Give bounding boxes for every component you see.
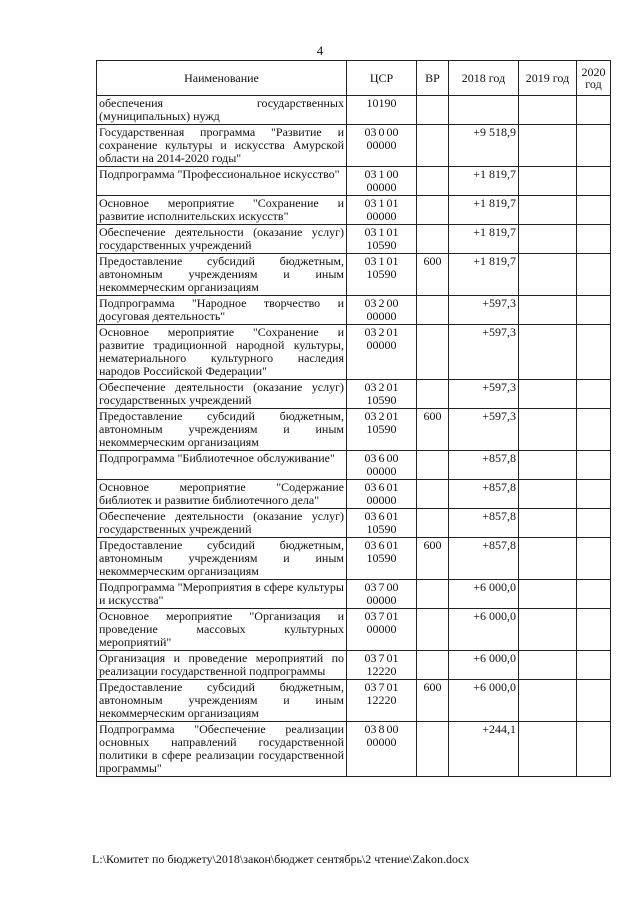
cell-name: Предоставление субсидий бюджетным, автономным учреждениям и иным некоммерческим организациям [97, 409, 347, 451]
cell-name: Подпрограмма "Обеспечение реализации основных направлений государственной политики в сфере реализации государственной программы" [97, 722, 347, 777]
cell-2019 [519, 167, 577, 196]
table-row [97, 254, 611, 296]
table-row [97, 167, 611, 196]
cell-2018: +597,3 [449, 380, 519, 409]
cell-2020 [577, 538, 611, 580]
cell-2018: +857,8 [449, 509, 519, 538]
cell-vr [417, 196, 449, 225]
cell-vr: 600 [417, 538, 449, 580]
cell-vr [417, 451, 449, 480]
cell-vr [417, 325, 449, 380]
cell-vr [417, 580, 449, 609]
cell-2019 [519, 125, 577, 167]
table-row [97, 196, 611, 225]
table-row [97, 96, 611, 125]
cell-name: Предоставление субсидий бюджетным, автономным учреждениям и иным некоммерческим организациям [97, 538, 347, 580]
cell-csr: 03 6 01 10590 [347, 509, 417, 538]
cell-2020 [577, 609, 611, 651]
cell-2019 [519, 254, 577, 296]
cell-csr: 03 7 01 12220 [347, 680, 417, 722]
cell-2019 [519, 609, 577, 651]
cell-2019 [519, 296, 577, 325]
cell-2018 [449, 96, 519, 125]
cell-2020 [577, 380, 611, 409]
cell-csr: 03 6 01 00000 [347, 480, 417, 509]
cell-2020 [577, 254, 611, 296]
cell-name: Предоставление субсидий бюджетным, автономным учреждениям и иным некоммерческим организациям [97, 254, 347, 296]
header-vr: ВР [417, 61, 449, 96]
cell-csr: 03 1 01 00000 [347, 196, 417, 225]
cell-2020 [577, 509, 611, 538]
header-2020: 2020 год [577, 61, 611, 96]
cell-2018: +1 819,7 [449, 196, 519, 225]
page-number: 4 [316, 43, 324, 58]
cell-csr: 03 1 00 00000 [347, 167, 417, 196]
cell-2020 [577, 325, 611, 380]
cell-2019 [519, 96, 577, 125]
cell-2018: +1 819,7 [449, 254, 519, 296]
table-header-row [97, 61, 611, 96]
cell-2020 [577, 409, 611, 451]
cell-vr [417, 480, 449, 509]
cell-name: Государственная программа "Развитие и сохранение культуры и искусства Амурской области на 2014-2020 годы" [97, 125, 347, 167]
cell-2019 [519, 225, 577, 254]
cell-csr: 03 6 01 10590 [347, 538, 417, 580]
table-row [97, 225, 611, 254]
cell-2019 [519, 196, 577, 225]
header-csr: ЦСР [347, 61, 417, 96]
header-name: Наименование [97, 61, 347, 96]
cell-2019 [519, 325, 577, 380]
cell-2018: +6 000,0 [449, 580, 519, 609]
cell-2019 [519, 409, 577, 451]
cell-2020 [577, 125, 611, 167]
cell-name: Основное мероприятие "Организация и проведение массовых культурных мероприятий" [97, 609, 347, 651]
table-row [97, 538, 611, 580]
cell-2019 [519, 680, 577, 722]
table-body [97, 96, 611, 777]
table-row [97, 380, 611, 409]
cell-2019 [519, 380, 577, 409]
header-2018: 2018 год [449, 61, 519, 96]
cell-2018: +857,8 [449, 538, 519, 580]
cell-vr [417, 609, 449, 651]
table-row [97, 580, 611, 609]
cell-2020 [577, 580, 611, 609]
cell-2020 [577, 651, 611, 680]
cell-vr [417, 651, 449, 680]
cell-csr: 03 2 01 10590 [347, 380, 417, 409]
cell-2018: +597,3 [449, 325, 519, 380]
cell-csr: 03 2 00 00000 [347, 296, 417, 325]
cell-2018: +9 518,9 [449, 125, 519, 167]
table-row [97, 609, 611, 651]
cell-2018: +857,8 [449, 480, 519, 509]
table-row [97, 722, 611, 777]
cell-name: Обеспечение деятельности (оказание услуг) государственных учреждений [97, 225, 347, 254]
cell-vr [417, 225, 449, 254]
cell-2019 [519, 509, 577, 538]
cell-2020 [577, 480, 611, 509]
cell-vr [417, 167, 449, 196]
cell-vr: 600 [417, 409, 449, 451]
cell-name: обеспечения государственных (муниципальных) нужд [97, 96, 347, 125]
cell-name: Подпрограмма "Мероприятия в сфере культуры и искусства" [97, 580, 347, 609]
cell-csr: 03 7 01 00000 [347, 609, 417, 651]
cell-2020 [577, 451, 611, 480]
table-row [97, 409, 611, 451]
cell-2018: +597,3 [449, 409, 519, 451]
cell-vr [417, 96, 449, 125]
cell-name: Основное мероприятие "Сохранение и развитие традиционной народной культуры, нематериального культурного наследия народов Российской Федерации" [97, 325, 347, 380]
cell-name: Обеспечение деятельности (оказание услуг) государственных учреждений [97, 380, 347, 409]
cell-name: Обеспечение деятельности (оказание услуг) государственных учреждений [97, 509, 347, 538]
cell-csr: 03 7 01 12220 [347, 651, 417, 680]
cell-csr: 03 6 00 00000 [347, 451, 417, 480]
budget-table [96, 60, 611, 777]
cell-vr: 600 [417, 254, 449, 296]
cell-2018: +6 000,0 [449, 680, 519, 722]
cell-2018: +1 819,7 [449, 225, 519, 254]
cell-2019 [519, 480, 577, 509]
table-row [97, 325, 611, 380]
cell-2019 [519, 651, 577, 680]
table-row [97, 125, 611, 167]
cell-csr: 10190 [347, 96, 417, 125]
header-2019: 2019 год [519, 61, 577, 96]
cell-2020 [577, 196, 611, 225]
cell-2018: +6 000,0 [449, 651, 519, 680]
cell-vr [417, 296, 449, 325]
cell-csr: 03 0 00 00000 [347, 125, 417, 167]
cell-2019 [519, 580, 577, 609]
cell-vr [417, 509, 449, 538]
cell-2019 [519, 538, 577, 580]
cell-2018: +1 819,7 [449, 167, 519, 196]
cell-name: Основное мероприятие "Сохранение и развитие исполнительских искусств" [97, 196, 347, 225]
cell-name: Подпрограмма "Народное творчество и досуговая деятельность" [97, 296, 347, 325]
file-path-footer: L:\Комитет по бюджету\2018\закон\бюджет сентябрь\2 чтение\Zakon.docx [92, 852, 470, 866]
cell-csr: 03 1 01 10590 [347, 254, 417, 296]
cell-csr: 03 2 01 10590 [347, 409, 417, 451]
cell-csr: 03 7 00 00000 [347, 580, 417, 609]
cell-2018: +244,1 [449, 722, 519, 777]
table-row [97, 451, 611, 480]
cell-name: Основное мероприятие "Содержание библиотек и развитие библиотечного дела" [97, 480, 347, 509]
table-row [97, 651, 611, 680]
cell-2020 [577, 722, 611, 777]
cell-csr: 03 2 01 00000 [347, 325, 417, 380]
cell-vr [417, 125, 449, 167]
cell-2018: +597,3 [449, 296, 519, 325]
cell-2018: +857,8 [449, 451, 519, 480]
cell-2020 [577, 680, 611, 722]
table-row [97, 680, 611, 722]
cell-name: Подпрограмма "Профессиональное искусство" [97, 167, 347, 196]
cell-name: Подпрограмма "Библиотечное обслуживание" [97, 451, 347, 480]
cell-2018: +6 000,0 [449, 609, 519, 651]
cell-2020 [577, 167, 611, 196]
cell-name: Организация и проведение мероприятий по реализации государственной подпрограммы [97, 651, 347, 680]
cell-vr: 600 [417, 680, 449, 722]
cell-vr [417, 722, 449, 777]
table-row [97, 509, 611, 538]
cell-2019 [519, 451, 577, 480]
cell-2019 [519, 722, 577, 777]
cell-csr: 03 8 00 00000 [347, 722, 417, 777]
table-row [97, 296, 611, 325]
cell-name: Предоставление субсидий бюджетным, автономным учреждениям и иным некоммерческим организациям [97, 680, 347, 722]
cell-2020 [577, 96, 611, 125]
cell-2020 [577, 225, 611, 254]
cell-2020 [577, 296, 611, 325]
cell-csr: 03 1 01 10590 [347, 225, 417, 254]
cell-vr [417, 380, 449, 409]
table-row [97, 480, 611, 509]
